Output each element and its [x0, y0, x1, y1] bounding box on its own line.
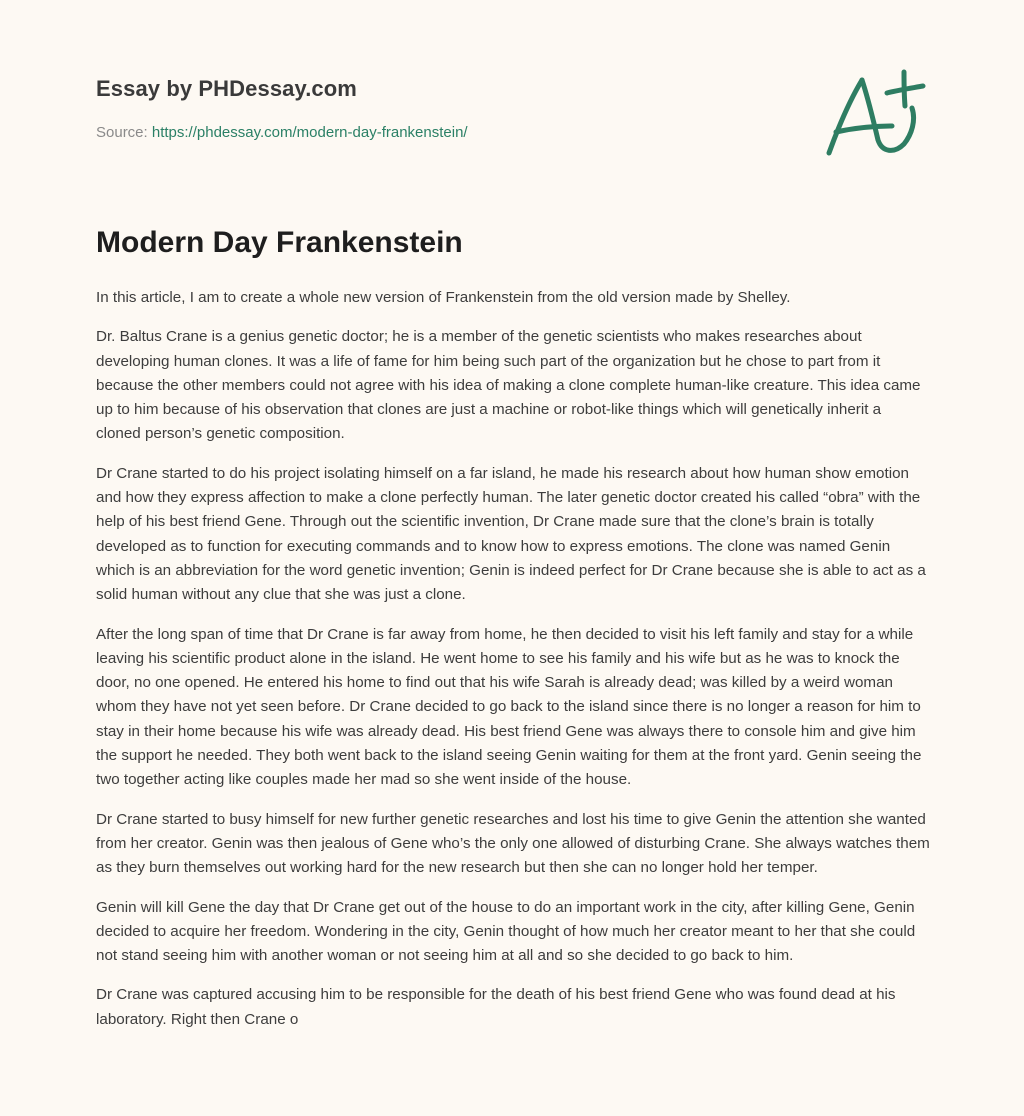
article-paragraph: In this article, I am to create a whole new version of Frankenstein from the old version made by Shelley. — [96, 289, 791, 306]
a-plus-grade-icon — [824, 68, 928, 164]
article-paragraph: Dr Crane was captured accusing him to be responsible for the death of his best friend Gene who was found dead at his laboratory. Right then Crane o — [96, 986, 896, 1028]
page-header — [96, 74, 928, 184]
article-title: Modern Day Frankenstein — [96, 226, 463, 259]
article-paragraph: After the long span of time that Dr Crane is far away from home, he then decided to visit his left family and stay for a while leaving his scientific product alone in the island. He went home to see his family and his wife but as he was to knock the door, no one opened. He entered his home to find out that his wife Sarah is already dead; was killed by a weird woman whom they have not yet seen before. Dr Crane decided to go back to the island since there is no longer a reason for him to stay in their home because his wife was already dead. His best friend Gene was always there to console him and give him the support he needed. They both went back to the island seeing Genin waiting for them at the front yard. Genin seeing the two together acting like couples made her mad so she went inside of the house. — [96, 625, 922, 789]
article-body — [96, 286, 930, 1047]
source-label: Source: — [96, 124, 148, 141]
article-paragraph: Dr. Baltus Crane is a genius genetic doctor; he is a member of the genetic scientists who makes researches about developing human clones. It was a life of fame for him being such part of the organization but he chose to part from it because the other members could not agree with his idea of making a clone complete human-like creature. This idea came up to him because of his observation that clones are just a machine or robot-like things which will genetically inherit a cloned person’s genetic composition. — [96, 328, 921, 443]
article-paragraph: Dr Crane started to do his project isolating himself on a far island, he made his research about how human show emotion and how they express affection to make a clone perfectly human. The later genetic doctor created his called “obra” with the help of his best friend Gene. Through out the scientific invention, Dr Crane made sure that the clone’s brain is totally developed as to function for executing commands and to know how to express emotions. The clone was named Genin which is an abbreviation for the word genetic invention; Genin is indeed perfect for Dr Crane because she is able to act as a solid human without any clue that she was just a clone. — [96, 464, 926, 604]
site-title: Essay by PHDessay.com — [96, 76, 357, 101]
source-link[interactable]: https://phdessay.com/modern-day-frankenstein/ — [151, 124, 468, 141]
article-paragraph: Genin will kill Gene the day that Dr Crane get out of the house to do an important work in the city, after killing Gene, Genin decided to acquire her freedom. Wondering in the city, Genin thought of how much her creator meant to her that she could not stand seeing him with another woman or not seeing him at all and so she decided to go back to him. — [96, 898, 916, 965]
source-line — [96, 124, 468, 141]
article-paragraph: Dr Crane started to busy himself for new further genetic researches and lost his time to give Genin the attention she wanted from her creator. Genin was then jealous of Gene who’s the only one allowed of disturbing Crane. She always watches them as they burn themselves out working hard for the new research but then she can no longer hold her temper. — [96, 810, 930, 877]
